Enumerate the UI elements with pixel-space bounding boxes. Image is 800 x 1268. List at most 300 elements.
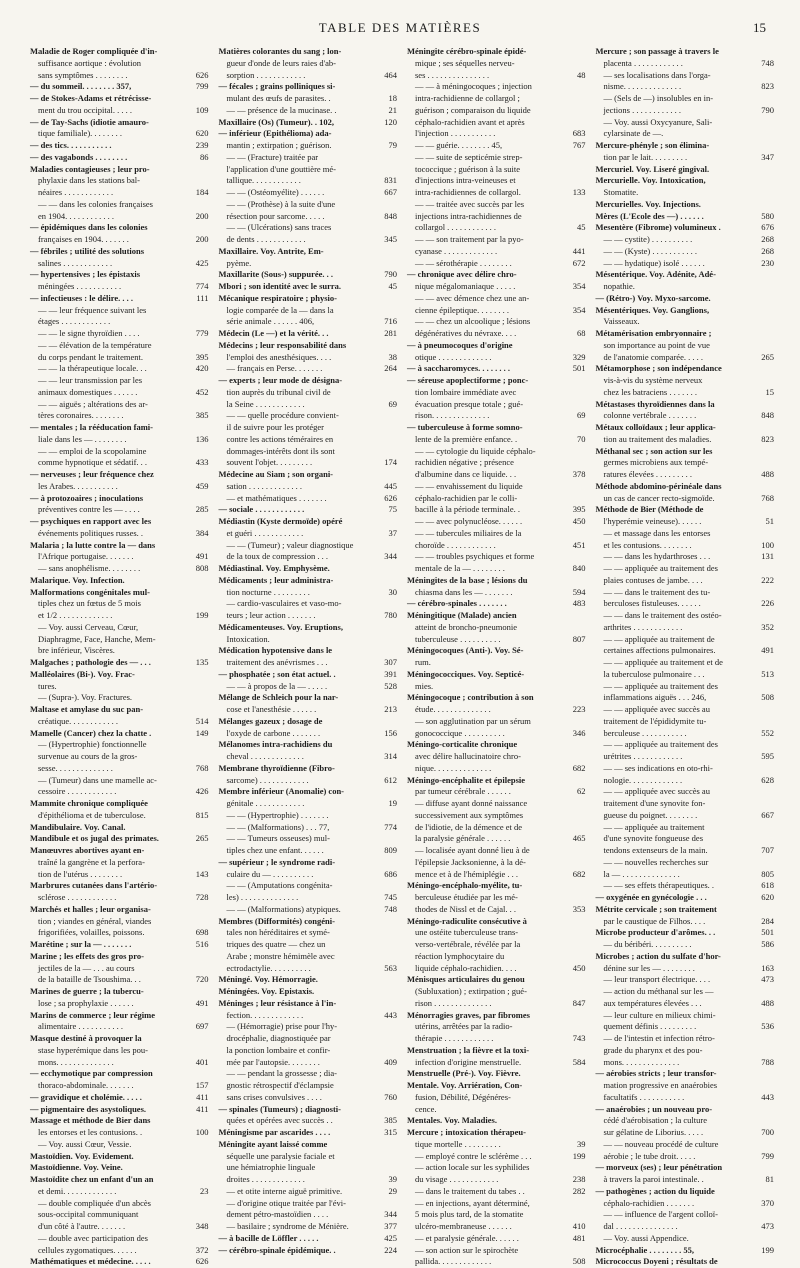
entry-text: — — envahissement du liquide bbox=[415, 480, 523, 491]
entry-page bbox=[752, 786, 774, 798]
entry-text: salines . . . . . . . . . . . . bbox=[38, 257, 113, 268]
entry-text: suffisance aortique : évolution bbox=[38, 57, 141, 68]
entry-text: arthrites . . . . . . . . . . . . bbox=[603, 621, 683, 632]
entry-text: — à bacille de Löffler . . . . . bbox=[218, 1232, 319, 1243]
entry-page: 473 bbox=[761, 1221, 774, 1231]
index-entry bbox=[30, 528, 209, 540]
entry-page bbox=[375, 974, 397, 986]
index-entry bbox=[219, 457, 398, 469]
entry-text: — — dans les colonies françaises bbox=[38, 198, 153, 209]
entry-page bbox=[187, 1010, 209, 1022]
entry-page bbox=[564, 152, 586, 164]
entry-page: 779 bbox=[195, 328, 209, 338]
index-entry bbox=[596, 1127, 775, 1139]
entry-page bbox=[564, 974, 586, 986]
index-entry bbox=[219, 422, 398, 434]
entry-page bbox=[752, 46, 774, 58]
entry-text: Micrococcus Doyeni ; résultats de bbox=[595, 1256, 718, 1267]
entry-page: 626 bbox=[384, 492, 397, 503]
entry-text: Mésentérique. Voy. Adénite, Adé- bbox=[595, 269, 716, 280]
entry-text: Méningocoques (Anti-). Voy. Sé- bbox=[407, 645, 524, 656]
entry-page bbox=[375, 434, 397, 446]
index-entry bbox=[219, 293, 398, 305]
index-entry bbox=[30, 739, 209, 751]
entry-page bbox=[752, 305, 774, 317]
index-entry bbox=[30, 211, 209, 223]
index-entry bbox=[30, 269, 209, 281]
index-entry bbox=[219, 1198, 398, 1210]
entry-text: Mammite chronique compliquée bbox=[30, 798, 148, 808]
entry-page: 748 bbox=[384, 903, 397, 914]
index-entry bbox=[30, 822, 209, 834]
entry-page bbox=[752, 281, 774, 293]
entry-page bbox=[752, 739, 774, 751]
entry-text: rison. . . . . . . . . . . . . . bbox=[415, 410, 490, 421]
entry-text: Mercurielles. Voy. Injections. bbox=[595, 198, 701, 209]
index-entry bbox=[596, 140, 775, 152]
index-entry bbox=[30, 986, 209, 998]
index-entry bbox=[30, 363, 209, 375]
entry-page bbox=[187, 305, 209, 317]
entry-page: 848 bbox=[761, 410, 774, 421]
entry-page bbox=[375, 739, 397, 751]
entry-text: Mathématiques et médecine. . . . . bbox=[30, 1256, 151, 1267]
entry-page bbox=[752, 1233, 774, 1245]
entry-page bbox=[375, 927, 397, 939]
entry-page: 347 bbox=[761, 151, 774, 162]
entry-page bbox=[375, 1104, 397, 1116]
entry-text: Maladie de Roger compliquée d'in- bbox=[30, 46, 158, 56]
entry-page: 345 bbox=[384, 234, 397, 244]
index-entry bbox=[596, 1245, 775, 1257]
entry-text: Médicaments ; leur administra- bbox=[218, 574, 334, 585]
index-entry bbox=[219, 140, 398, 152]
entry-page bbox=[187, 1162, 209, 1174]
entry-page: 501 bbox=[761, 927, 774, 938]
entry-text: cose et l'anesthésie . . . . . . bbox=[226, 704, 317, 714]
entry-page bbox=[564, 986, 586, 998]
entry-text: Malaria ; la lutte contre la — dans bbox=[30, 539, 156, 550]
entry-page bbox=[564, 716, 586, 728]
index-entry bbox=[219, 128, 398, 140]
entry-text: la tuberculose pulmonaire . . . bbox=[603, 668, 705, 679]
entry-page: 445 bbox=[384, 480, 397, 491]
index-entry bbox=[219, 175, 398, 187]
entry-page bbox=[564, 1092, 586, 1104]
index-entry bbox=[30, 786, 209, 798]
entry-text: son importance au point de vue bbox=[603, 339, 710, 350]
entry-text: — double compliquée d'un abcès bbox=[38, 1197, 151, 1208]
entry-text: Masque destiné à provoquer la bbox=[30, 1033, 142, 1043]
entry-page: 184 bbox=[195, 187, 209, 197]
index-entry bbox=[30, 340, 209, 352]
entry-page bbox=[187, 622, 209, 634]
entry-text: Intoxication. bbox=[226, 633, 270, 644]
entry-text: chez les batraciens . . . . . . . bbox=[603, 386, 697, 397]
entry-text: — — avec polynucléose. . . . . . bbox=[415, 516, 523, 526]
entry-text: de la toux de compression . . . bbox=[226, 551, 329, 562]
index-entry bbox=[407, 410, 586, 422]
entry-page: 282 bbox=[572, 1185, 586, 1196]
entry-page: 19 bbox=[388, 798, 397, 808]
entry-text: Menstruelle (Pré-). Voy. Fièvre. bbox=[407, 1068, 521, 1079]
index-entry bbox=[596, 46, 775, 58]
index-entry bbox=[596, 833, 775, 845]
entry-text: Maltase et amylase du suc pan- bbox=[30, 704, 144, 714]
index-entry bbox=[30, 1233, 209, 1245]
entry-text: drocéphalie, diagnostiquée par bbox=[226, 1033, 331, 1043]
index-entry bbox=[30, 1104, 209, 1116]
entry-text: certaines affections pulmonaires. bbox=[603, 645, 716, 656]
index-entry bbox=[219, 305, 398, 317]
entry-page: 385 bbox=[384, 1115, 397, 1126]
entry-page: 156 bbox=[384, 727, 397, 738]
entry-page: 748 bbox=[761, 57, 774, 68]
entry-text: ulcéro-membraneuse . . . . . . bbox=[415, 1221, 512, 1231]
index-entry bbox=[596, 598, 775, 610]
entry-page bbox=[375, 305, 397, 317]
entry-page bbox=[752, 117, 774, 129]
entry-text: — fécales ; grains polliniques si- bbox=[218, 81, 336, 92]
entry-page bbox=[375, 446, 397, 458]
index-entry bbox=[407, 70, 586, 82]
entry-text: jections . . . . . . . . . . . . bbox=[603, 104, 681, 115]
index-entry bbox=[30, 1057, 209, 1069]
entry-text: sation . . . . . . . . . . . . . bbox=[226, 480, 303, 491]
entry-page: 346 bbox=[572, 727, 586, 738]
index-entry bbox=[407, 152, 586, 164]
entry-text: Mercurielle. Voy. Intoxication, bbox=[595, 175, 706, 186]
entry-text: — — chez un alcoolique ; lésions bbox=[415, 316, 531, 327]
entry-page: 62 bbox=[577, 786, 586, 797]
index-entry bbox=[407, 810, 586, 822]
entry-text: d'un côté à l'autre. . . . . . . bbox=[38, 1221, 126, 1231]
entry-text: sur gélatine de Liborius. . . . . bbox=[603, 1127, 704, 1137]
entry-page bbox=[375, 998, 397, 1010]
index-entry bbox=[219, 1033, 398, 1045]
index-entry bbox=[219, 857, 398, 869]
entry-text: — anaérobies ; un nouveau pro- bbox=[595, 1103, 713, 1114]
entry-text: — — (Prothèse) à la suite d'une bbox=[226, 198, 336, 209]
index-entry bbox=[30, 1092, 209, 1104]
entry-page bbox=[752, 128, 774, 140]
entry-text: la paralysie générale . . . . . . bbox=[415, 833, 511, 844]
index-entry bbox=[30, 1209, 209, 1221]
index-entry bbox=[407, 363, 586, 375]
index-entry bbox=[219, 1115, 398, 1127]
entry-text: — oxygénée en gynécologie . . . bbox=[595, 892, 707, 902]
index-entry bbox=[30, 998, 209, 1010]
entry-page: 848 bbox=[384, 210, 397, 221]
entry-text: mons. . . . . . . . . . . . . . bbox=[38, 1056, 114, 1067]
entry-text: — français en Perse. . . . . . . bbox=[226, 363, 323, 374]
index-entry bbox=[30, 140, 209, 152]
index-entry bbox=[30, 46, 209, 58]
entry-page: 450 bbox=[572, 516, 586, 526]
entry-text: — et paralysie générale. . . . . . bbox=[415, 1232, 519, 1243]
entry-page: 626 bbox=[195, 69, 209, 80]
index-entry bbox=[407, 739, 586, 751]
entry-text: tique familiale). . . . . . . . bbox=[38, 128, 123, 139]
entry-text: — — traitée avec succès par les bbox=[415, 198, 525, 209]
entry-text: Arabe ; monstre hémimèle avec bbox=[226, 950, 335, 961]
entry-page: 69 bbox=[388, 398, 397, 409]
entry-text: vis-à-vis du système nerveux bbox=[603, 375, 703, 385]
entry-text: mence et à de l'hémiplégie . . . bbox=[415, 868, 519, 879]
index-entry bbox=[596, 422, 775, 434]
entry-text: — psychiques en rapport avec les bbox=[30, 516, 152, 526]
index-entry bbox=[407, 857, 586, 869]
index-entry bbox=[407, 528, 586, 540]
entry-text: Méningo-encéphalo-myélite, tu- bbox=[407, 880, 523, 891]
entry-page bbox=[375, 152, 397, 164]
entry-text: — — (Fracture) traitée par bbox=[226, 151, 319, 162]
entry-page: 30 bbox=[388, 586, 397, 597]
entry-text: lose ; sa prophylaxie . . . . . . bbox=[38, 997, 134, 1008]
index-entry bbox=[219, 540, 398, 552]
entry-page bbox=[375, 622, 397, 634]
entry-page: 199 bbox=[572, 1150, 586, 1161]
index-entry bbox=[596, 234, 775, 246]
entry-text: une hémiatrophie linguale bbox=[226, 1162, 316, 1173]
index-entry bbox=[219, 328, 398, 340]
entry-text: Microbes ; action du sulfate d'hor- bbox=[595, 950, 721, 961]
entry-text: Mesentère (Fibrome) volumineux . bbox=[595, 222, 721, 233]
entry-page bbox=[564, 117, 586, 129]
index-entry bbox=[596, 1233, 775, 1245]
entry-page: 682 bbox=[572, 868, 586, 879]
index-entry bbox=[407, 387, 586, 399]
entry-text: quement définis . . . . . . . . . bbox=[603, 1021, 697, 1032]
entry-page: 200 bbox=[195, 210, 209, 221]
entry-text: — — (Ostéomyélite) . . . . . . bbox=[226, 187, 325, 197]
index-entry bbox=[219, 117, 398, 129]
entry-text: Menstruation ; la fièvre et la toxi- bbox=[407, 1044, 530, 1055]
entry-page: 174 bbox=[384, 457, 397, 468]
entry-page: 799 bbox=[761, 1150, 774, 1161]
entry-page: 450 bbox=[572, 962, 586, 973]
entry-text: — supérieur ; le syndrome radi- bbox=[218, 856, 336, 867]
entry-page: 385 bbox=[195, 410, 209, 421]
entry-text: Médiastin (Kyste dermoïde) opéré bbox=[218, 516, 343, 526]
index-entry bbox=[407, 540, 586, 552]
index-entry bbox=[407, 316, 586, 328]
entry-text: — — pendant la grossesse ; dia- bbox=[226, 1068, 337, 1079]
index-entry bbox=[596, 493, 775, 505]
entry-page: 395 bbox=[572, 504, 586, 515]
entry-page bbox=[564, 1115, 586, 1127]
index-entry bbox=[30, 869, 209, 881]
entry-page: 111 bbox=[196, 292, 209, 303]
entry-page: 384 bbox=[195, 527, 209, 538]
index-entry bbox=[407, 610, 586, 622]
entry-page bbox=[564, 1080, 586, 1092]
entry-text: avec délire hallucinatoire chro- bbox=[415, 751, 521, 761]
entry-page: 354 bbox=[572, 304, 586, 315]
index-entry bbox=[407, 1186, 586, 1198]
index-entry bbox=[30, 1186, 209, 1198]
entry-page bbox=[375, 128, 397, 140]
entry-page bbox=[375, 1080, 397, 1092]
entry-text: Méningite cérébro-spinale épidé- bbox=[407, 46, 527, 56]
entry-page bbox=[564, 845, 586, 857]
index-entry bbox=[407, 916, 586, 928]
index-entry bbox=[596, 610, 775, 622]
entry-page: 410 bbox=[572, 1221, 586, 1231]
entry-page: 697 bbox=[195, 1021, 209, 1032]
entry-text: nologie. . . . . . . . . . . . . bbox=[603, 774, 683, 785]
entry-text: otique . . . . . . . . . . . . . bbox=[415, 351, 492, 362]
entry-page: 23 bbox=[200, 1185, 209, 1196]
entry-text: quées et opérées avec succès . . bbox=[226, 1115, 333, 1126]
index-entry bbox=[30, 422, 209, 434]
index-entry bbox=[596, 363, 775, 375]
entry-text: Membre inférieur (Anomalie) con- bbox=[218, 786, 344, 797]
entry-page bbox=[752, 563, 774, 575]
index-entry bbox=[219, 504, 398, 516]
index-entry bbox=[596, 551, 775, 563]
entry-text: — — appliquée au traitement des bbox=[603, 739, 718, 750]
entry-text: Stomatite. bbox=[603, 187, 639, 197]
entry-page bbox=[564, 822, 586, 834]
index-entry bbox=[596, 1010, 775, 1022]
index-entry bbox=[407, 399, 586, 411]
index-entry bbox=[219, 187, 398, 199]
index-entry bbox=[30, 446, 209, 458]
entry-text: tococcique ; guérison à la suite bbox=[415, 163, 521, 174]
entry-page: 135 bbox=[195, 657, 209, 667]
entry-text: infection d'origine menstruelle. bbox=[415, 1056, 522, 1067]
entry-page bbox=[187, 681, 209, 693]
index-entry bbox=[596, 657, 775, 669]
entry-text: — — (Malformations) atypiques. bbox=[226, 903, 341, 914]
entry-text: dégénératives du névraxe. . . . bbox=[415, 328, 517, 338]
index-entry bbox=[596, 880, 775, 892]
index-entry bbox=[219, 598, 398, 610]
entry-page bbox=[752, 293, 774, 305]
index-entry bbox=[596, 1139, 775, 1151]
entry-page bbox=[564, 798, 586, 810]
index-entry bbox=[596, 692, 775, 704]
entry-page bbox=[187, 822, 209, 834]
entry-text: thérapie . . . . . . . . . . . . bbox=[415, 1033, 494, 1043]
index-entry bbox=[219, 704, 398, 716]
entry-page: 51 bbox=[765, 516, 774, 526]
index-entry bbox=[407, 504, 586, 516]
entry-page: 698 bbox=[195, 927, 209, 938]
entry-page bbox=[564, 164, 586, 176]
index-entry bbox=[407, 763, 586, 775]
entry-text: — — cystite) . . . . . . . . . . bbox=[603, 234, 693, 244]
index-entry bbox=[219, 1057, 398, 1069]
index-entry bbox=[30, 493, 209, 505]
entry-page bbox=[564, 892, 586, 904]
entry-page bbox=[564, 681, 586, 693]
entry-text: — — quelle procédure convient- bbox=[226, 410, 339, 421]
entry-text: Médecins ; leur responsabilité dans bbox=[218, 339, 347, 350]
entry-page bbox=[752, 610, 774, 622]
entry-page bbox=[375, 857, 397, 869]
entry-page bbox=[752, 904, 774, 916]
entry-page: 39 bbox=[388, 1174, 397, 1184]
entry-page bbox=[187, 951, 209, 963]
entry-text: facultatifs . . . . . . . . . . . bbox=[603, 1091, 685, 1102]
entry-page: 39 bbox=[577, 1138, 586, 1149]
index-entry bbox=[30, 939, 209, 951]
entry-page bbox=[752, 951, 774, 963]
entry-text: traitement de l'épididymite tu- bbox=[603, 715, 707, 726]
index-entry bbox=[596, 1080, 775, 1092]
index-entry bbox=[596, 1256, 775, 1268]
index-entry bbox=[596, 340, 775, 352]
index-entry bbox=[219, 446, 398, 458]
entry-page: 75 bbox=[388, 504, 397, 515]
entry-text: — (Tumeur) dans une mamelle ac- bbox=[38, 774, 157, 785]
index-entry bbox=[30, 504, 209, 516]
index-entry bbox=[219, 551, 398, 563]
entry-page bbox=[564, 528, 586, 540]
index-entry bbox=[407, 305, 586, 317]
entry-page bbox=[187, 904, 209, 916]
index-column-4 bbox=[595, 46, 775, 1267]
entry-page: 143 bbox=[195, 868, 209, 879]
entry-page bbox=[187, 963, 209, 975]
index-entry bbox=[407, 269, 586, 281]
index-entry bbox=[30, 152, 209, 164]
index-entry bbox=[596, 892, 775, 904]
entry-text: françaises en 1904. . . . . . . bbox=[38, 234, 129, 244]
entry-text: Maladies contagieuses ; leur pro- bbox=[30, 163, 150, 174]
entry-text: atteint de broncho-pneumonie bbox=[415, 621, 517, 632]
entry-text: les entorses et les contusions. . bbox=[38, 1127, 143, 1137]
entry-page: 491 bbox=[761, 645, 774, 656]
entry-page: 314 bbox=[384, 751, 397, 761]
entry-text: événements politiques russes. . bbox=[38, 527, 144, 538]
entry-page: 307 bbox=[384, 657, 397, 667]
entry-page: 465 bbox=[572, 833, 586, 844]
entry-text: Métaux colloïdaux ; leur applica- bbox=[595, 422, 716, 432]
entry-page bbox=[187, 199, 209, 211]
index-entry bbox=[30, 1080, 209, 1092]
index-entry bbox=[596, 305, 775, 317]
entry-text: Mandibulaire. Voy. Canal. bbox=[30, 821, 126, 832]
index-entry bbox=[407, 1174, 586, 1186]
entry-text: injections intra-rachidiennes de bbox=[415, 210, 522, 221]
index-entry bbox=[407, 998, 586, 1010]
index-entry bbox=[30, 692, 209, 704]
entry-text: Méningo-encéphalite et épilepsie bbox=[407, 774, 526, 785]
index-entry bbox=[219, 880, 398, 892]
entry-text: tion auprès du tribunal civil de bbox=[226, 386, 331, 397]
index-entry bbox=[30, 481, 209, 493]
entry-text: — chronique avec délire chro- bbox=[407, 269, 517, 280]
entry-text: Mentales. Voy. Maladies. bbox=[407, 1115, 497, 1126]
entry-text: colonne vertébrale . . . . . . . bbox=[603, 410, 697, 421]
entry-text: gnostic rétrospectif d'éclampsie bbox=[226, 1080, 334, 1090]
entry-page: 100 bbox=[761, 539, 774, 550]
entry-text: germes microbiens aux tempé- bbox=[603, 457, 709, 468]
index-entry bbox=[30, 775, 209, 787]
index-entry bbox=[596, 258, 775, 270]
entry-page bbox=[564, 175, 586, 187]
entry-page: 213 bbox=[384, 704, 397, 714]
entry-page bbox=[752, 634, 774, 646]
entry-page bbox=[187, 751, 209, 763]
entry-text: — — appliquée au traitement et de bbox=[603, 657, 723, 667]
entry-text: liale dans les — . . . . . . . . bbox=[38, 433, 127, 444]
entry-page: 774 bbox=[195, 281, 209, 291]
entry-page: 18 bbox=[388, 93, 397, 103]
